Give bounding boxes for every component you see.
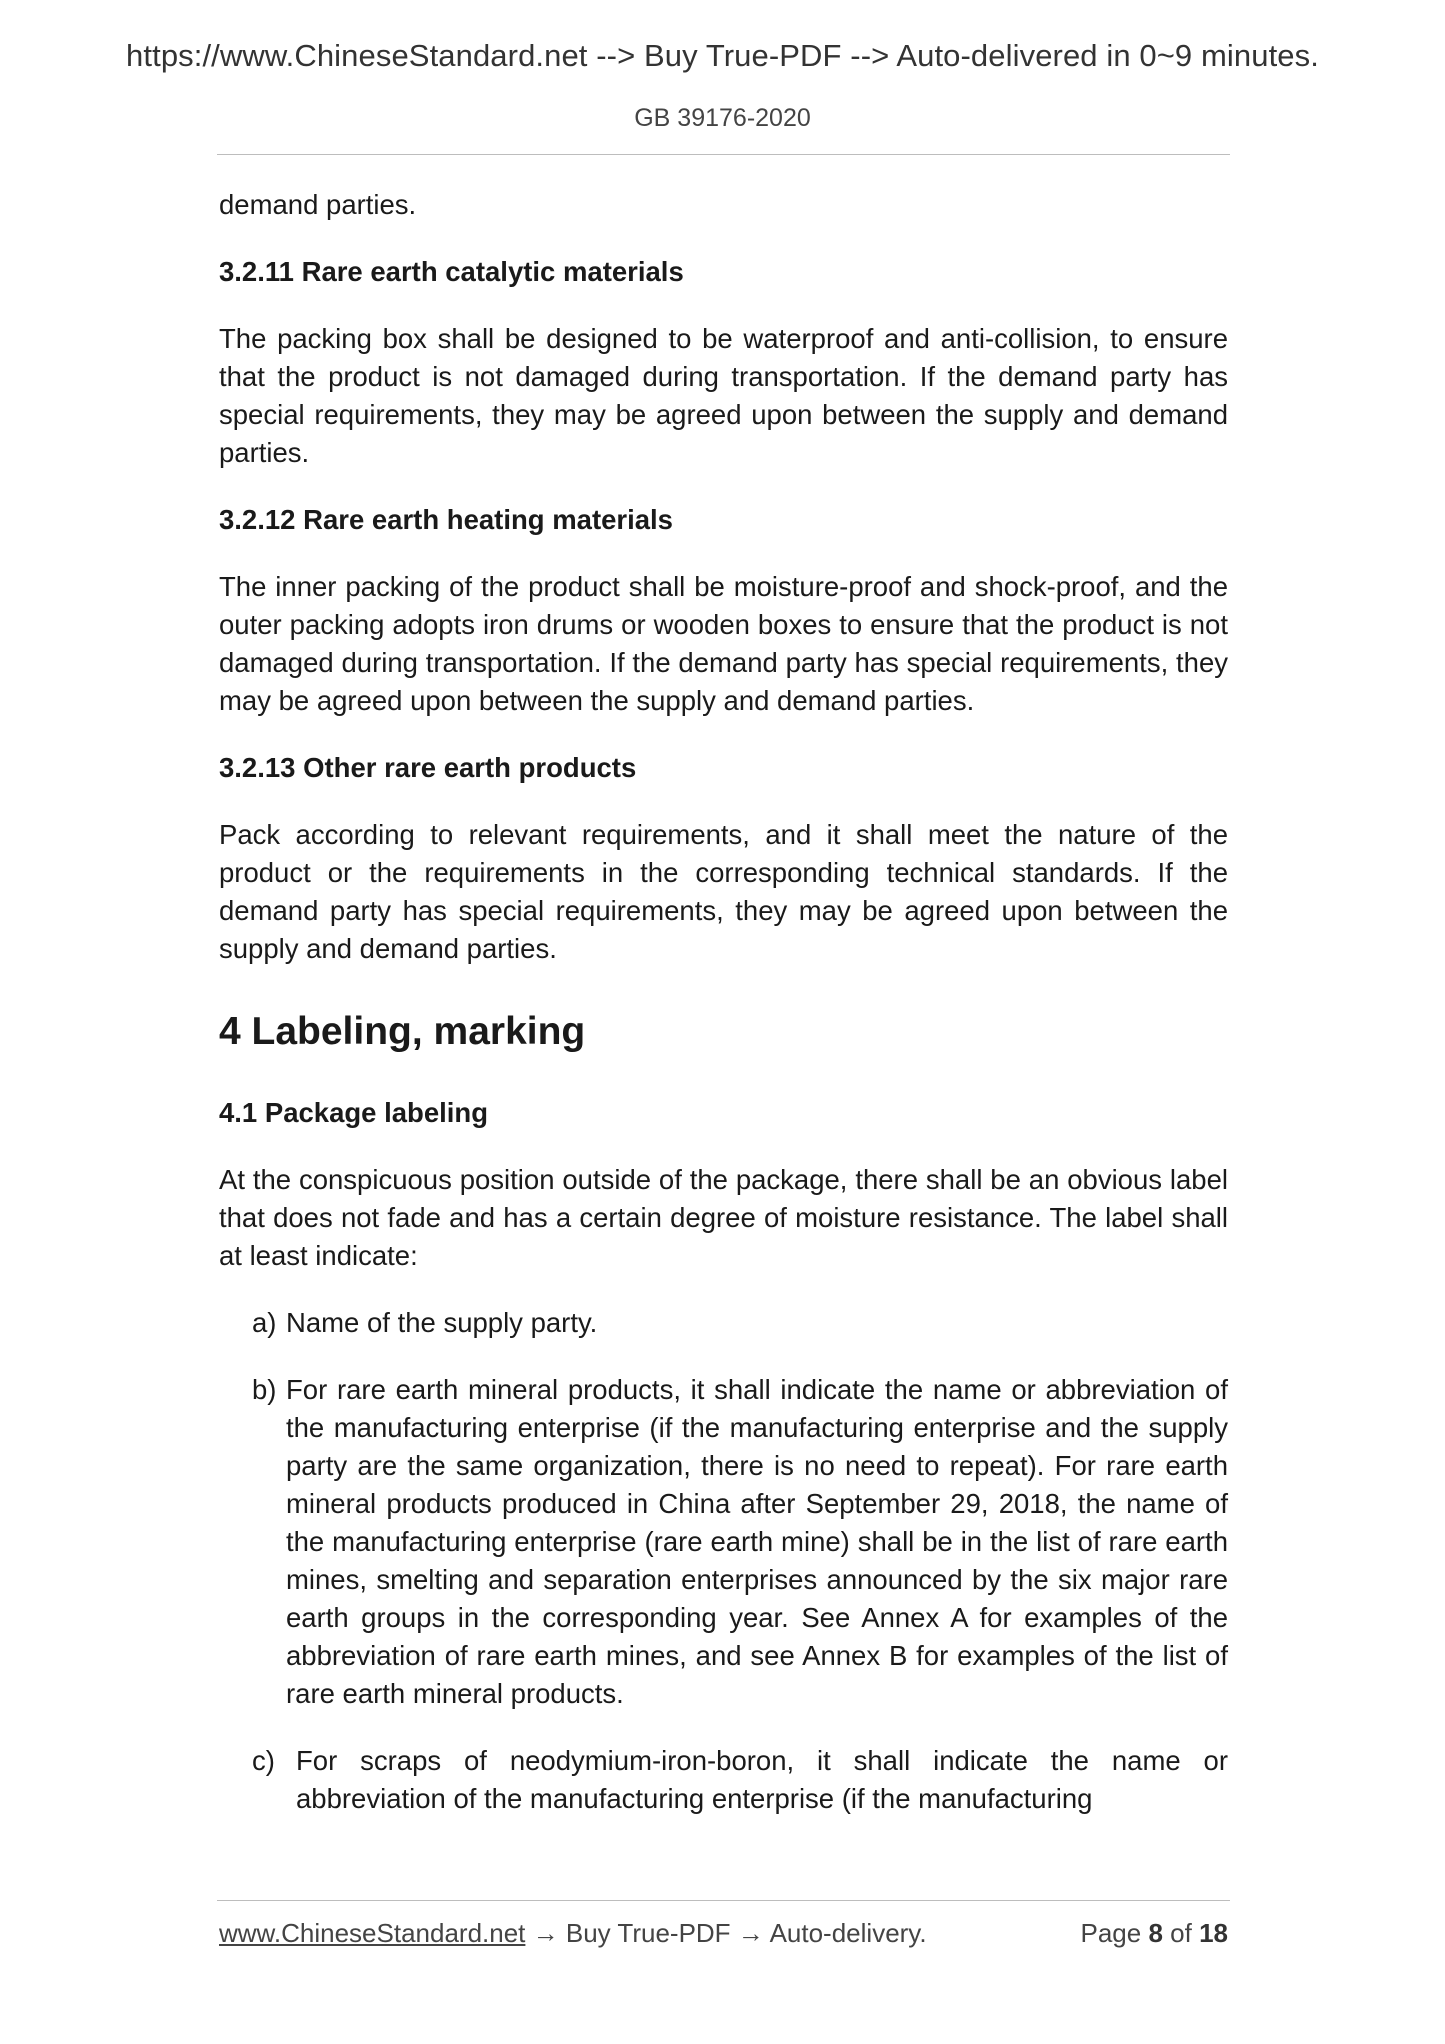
paragraph-3-2-12: The inner packing of the product shall be moisture-proof and shock-proof, and the outer packing adopts iron drums or wooden boxes to ensure that the product is not damaged during transportation. If the demand party has special requirements, they may be agreed upon between the supply and demand parties.	[219, 571, 1228, 716]
heading-3-2-13: 3.2.13 Other rare earth products	[219, 752, 637, 783]
current-page: 8	[1148, 1918, 1163, 1948]
list-item-text: Name of the supply party.	[286, 1307, 598, 1338]
page-footer	[219, 1918, 1228, 1949]
heading-4: 4 Labeling, marking	[219, 1010, 586, 1053]
list-item-text: For rare earth mineral products, it shall indicate the name or abbreviation of the manufacturing enterprise (if the manufacturing enterprise and the supply party are the same organization, there is no need to repeat). For rare earth mineral products produced in China after September 29, 2018, the name of the manufacturing enterprise (rare earth mine) shall be in the list of rare earth mines, smelting and separation enterprises announced by the six major rare earth groups in the corresponding year. See Annex A for examples of the abbreviation of rare earth mines, and see Annex B for examples of the list of rare earth mineral products.	[286, 1374, 1228, 1709]
page-number: Page 8 of 18	[1080, 1918, 1228, 1948]
standard-code: GB 39176-2020	[634, 104, 811, 132]
footer-tagline: → Buy True-PDF → Auto-delivery.	[525, 1918, 927, 1948]
heading-3-2-11: 3.2.11 Rare earth catalytic materials	[219, 256, 684, 287]
paragraph-4-1: At the conspicuous position outside of the package, there shall be an obvious label that does not fade and has a certain degree of moisture resistance. The label shall at least indicate:	[219, 1164, 1228, 1271]
document-body	[219, 186, 1228, 1818]
footer-left	[219, 1918, 927, 1949]
site-link[interactable]: www.ChineseStandard.net	[219, 1918, 526, 1948]
list-marker: b)	[252, 1374, 277, 1405]
total-pages: 18	[1199, 1918, 1228, 1948]
list-item-b	[219, 1371, 1228, 1713]
list-item-text: For scraps of neodymium-iron-boron, it shall indicate the name or abbreviation of the manufacturing enterprise (if the manufacturing	[296, 1745, 1228, 1814]
heading-3-2-12: 3.2.12 Rare earth heating materials	[219, 504, 673, 535]
list-marker: a)	[252, 1307, 277, 1338]
paragraph-3-2-13: Pack according to relevant requirements, and it shall meet the nature of the product or the requirements in the corresponding technical standards. If the demand party has special requirements, they may be agreed upon between the supply and demand parties.	[219, 819, 1228, 964]
paragraph-3-2-11: The packing box shall be designed to be waterproof and anti-collision, to ensure that the product is not damaged during transportation. If the demand party has special requirements, they may be agreed upon between the supply and demand parties.	[219, 323, 1228, 468]
heading-4-1: 4.1 Package labeling	[219, 1097, 489, 1128]
list-item-c	[219, 1742, 1228, 1818]
header-divider	[217, 154, 1230, 155]
list-item-a	[219, 1304, 1228, 1342]
continuation-text: demand parties.	[219, 189, 417, 220]
list-marker: c)	[252, 1745, 275, 1776]
top-banner: https://www.ChineseStandard.net --> Buy True-PDF --> Auto-delivered in 0~9 minutes.	[126, 38, 1319, 73]
footer-divider	[217, 1900, 1230, 1901]
